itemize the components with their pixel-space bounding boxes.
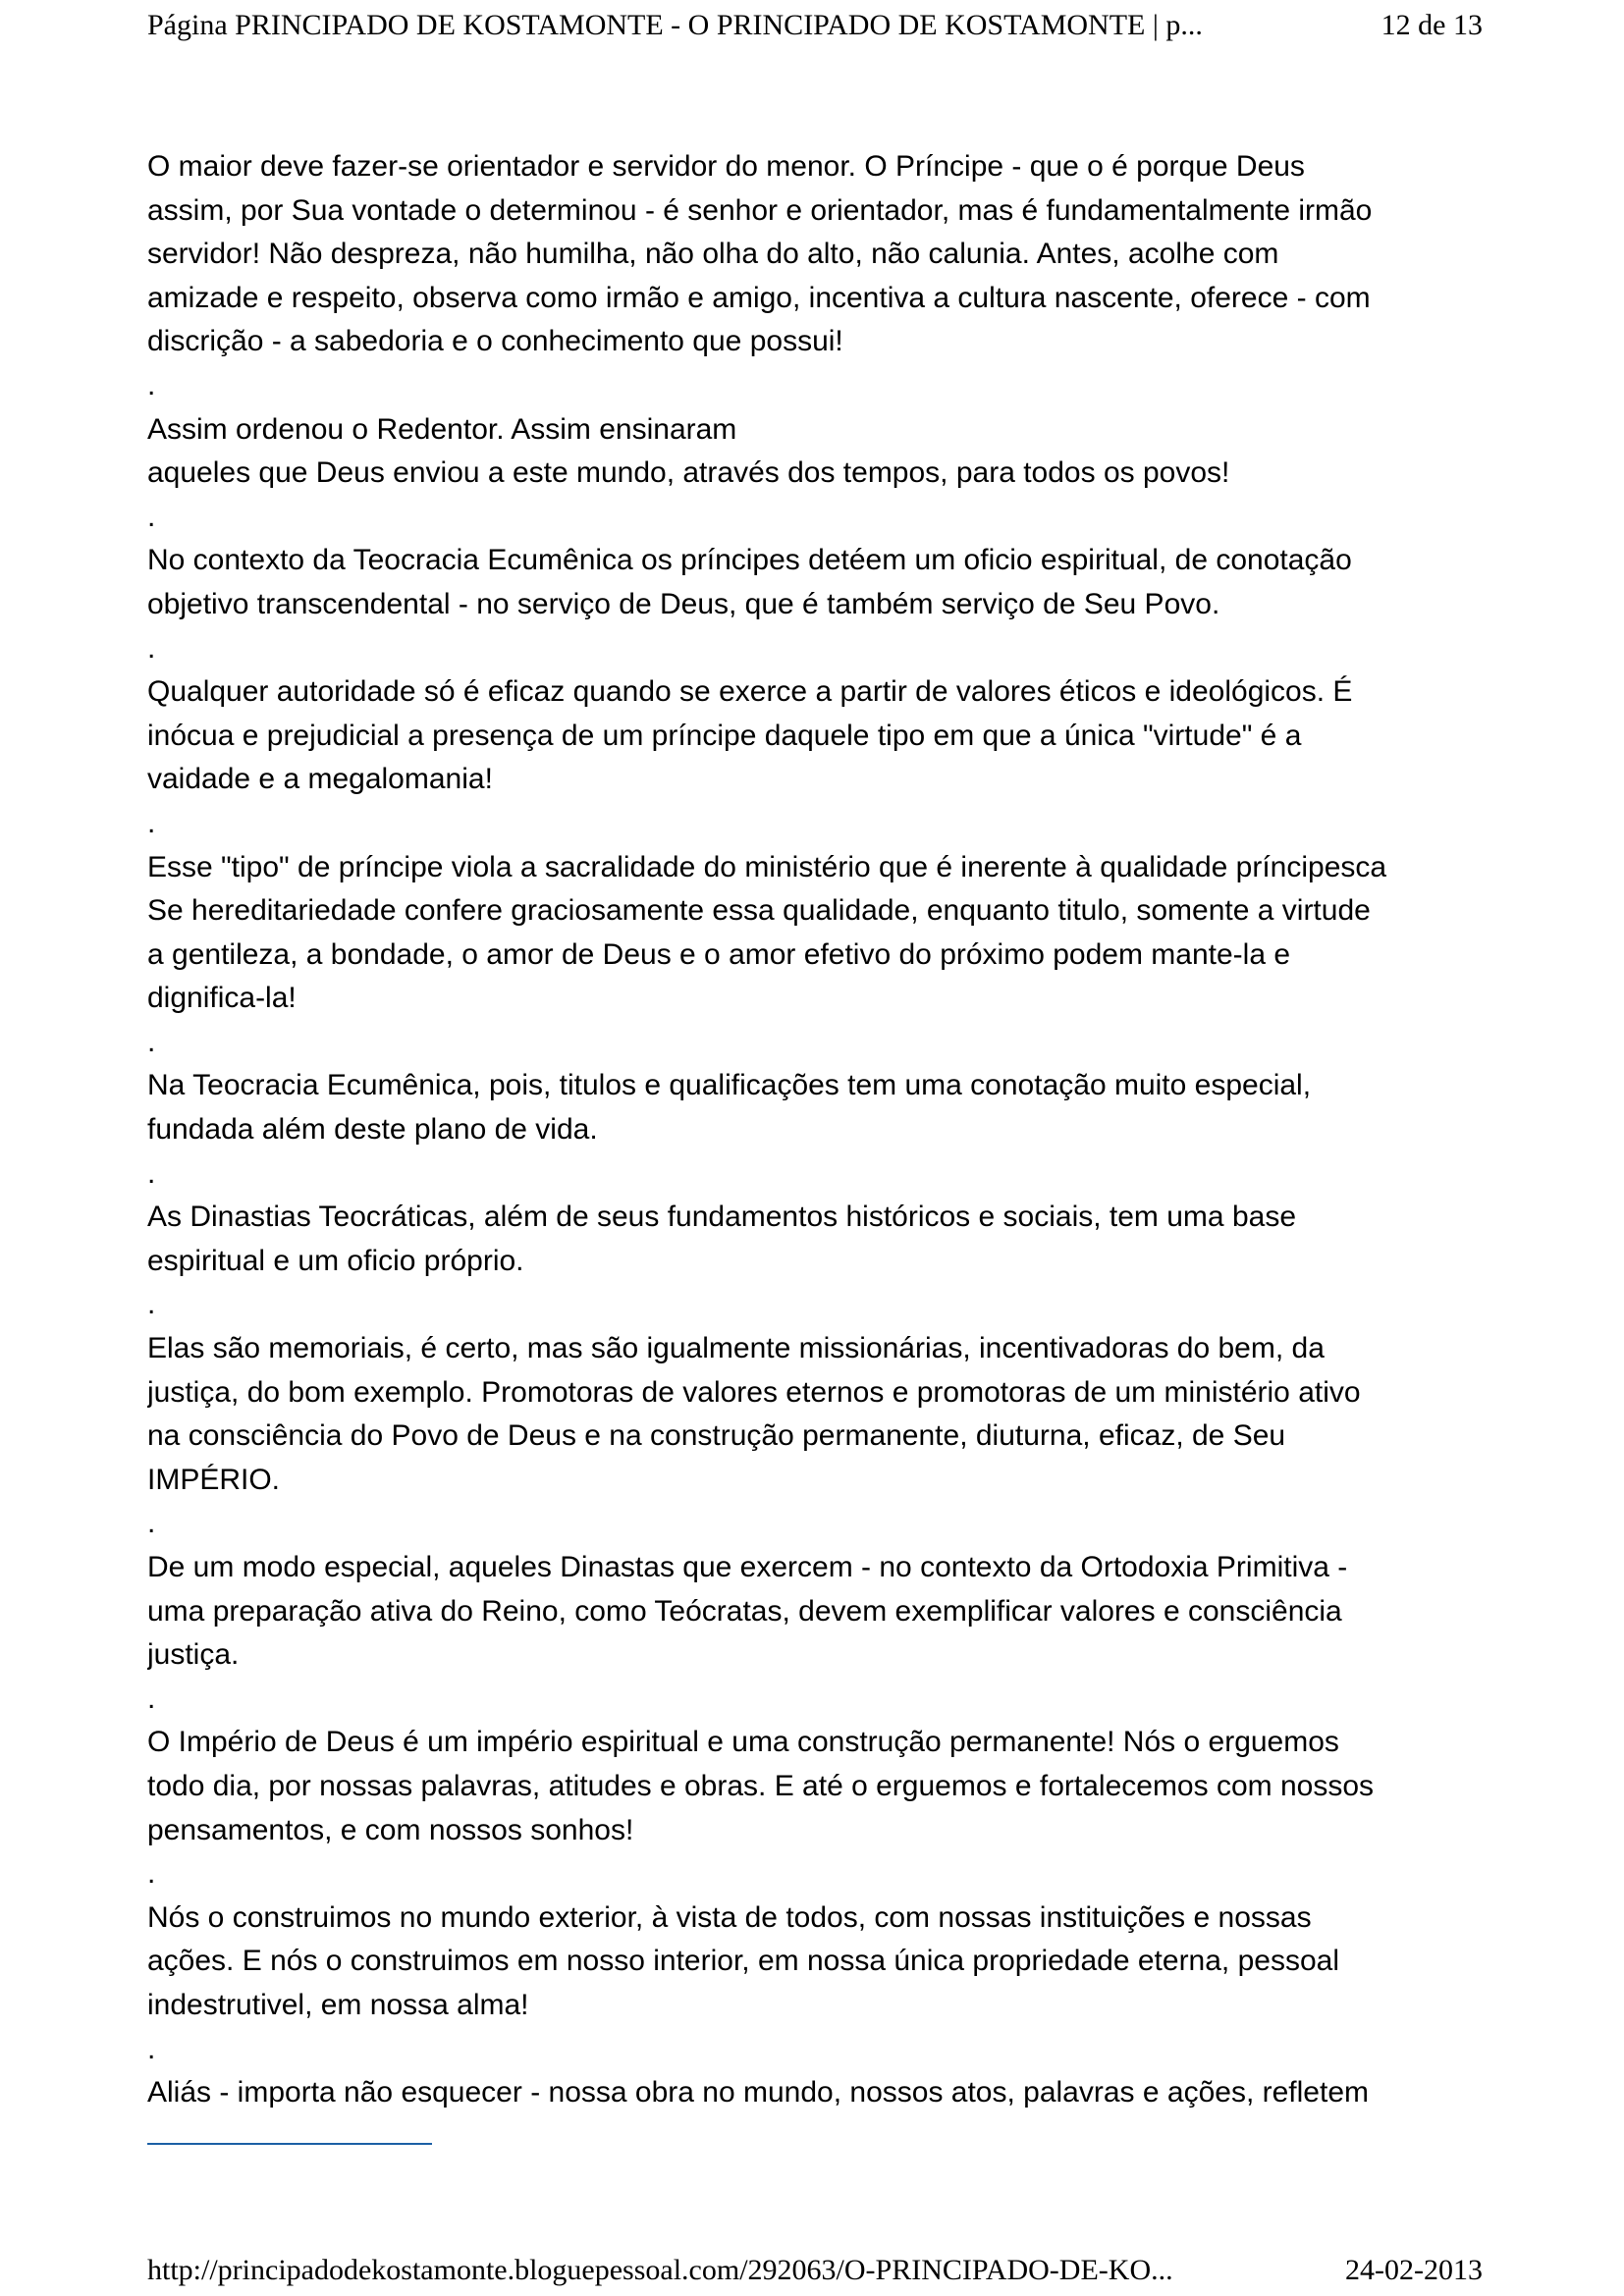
paragraph-separator: . (147, 2032, 156, 2065)
paragraph-separator: . (147, 1156, 156, 1190)
paragraph-separator: . (147, 1025, 156, 1058)
text-line: dignifica-la! (147, 982, 297, 1015)
text-line: No contexto da Teocracia Ecumênica os príncipes detéem um oficio espiritual, de conotação (147, 544, 1352, 577)
paragraph-separator: . (147, 500, 156, 533)
text-line: Se hereditariedade confere graciosamente essa qualidade, enquanto titulo, somente a virtude (147, 894, 1371, 928)
text-line: fundada além deste plano de vida. (147, 1113, 598, 1147)
text-line: servidor! Não despreza, não humilha, não olha do alto, não calunia. Antes, acolhe com (147, 238, 1279, 271)
page-number: 12 de 13 (1380, 9, 1483, 41)
text-line: ações. E nós o construimos em nosso interior, em nossa única propriedade eterna, pessoal (147, 1945, 1340, 1978)
paragraph-separator: . (147, 631, 156, 665)
text-line: As Dinastias Teocráticas, além de seus fundamentos históricos e sociais, tem uma base (147, 1201, 1296, 1234)
text-line: discrição - a sabedoria e o conhecimento que possui! (147, 325, 843, 358)
paragraph-separator: . (147, 1507, 156, 1540)
text-line: justiça, do bom exemplo. Promotoras de valores eternos e promotoras de um ministério ativo (147, 1375, 1361, 1409)
text-line: espiritual e um oficio próprio. (147, 1244, 524, 1277)
text-line: Esse "tipo" de príncipe viola a sacralidade do ministério que é inerente à qualidade príncipesca (147, 850, 1387, 883)
text-line: Nós o construimos no mundo exterior, à vista de todos, com nossas instituições e nossas (147, 1900, 1312, 1934)
text-line: na consciência do Povo de Deus e na construção permanente, diuturna, eficaz, de Seu (147, 1419, 1286, 1453)
text-line: O maior deve fazer-se orientador e servidor do menor. O Príncipe - que o é porque Deus (147, 150, 1305, 183)
page-title: Página PRINCIPADO DE KOSTAMONTE - O PRINCIPADO DE KOSTAMONTE | p... (147, 9, 1203, 41)
text-line: inócua e prejudicial a presença de um príncipe daquele tipo em que a única "virtude" é a (147, 719, 1302, 752)
article-body (147, 145, 1483, 2133)
print-date: 24-02-2013 (1345, 2254, 1483, 2286)
text-line: indestrutivel, em nossa alma! (147, 1988, 529, 2021)
text-line: amizade e respeito, observa como irmão e amigo, incentiva a cultura nascente, oferece - com (147, 281, 1371, 314)
text-line: uma preparação ativa do Reino, como Teócratas, devem exemplificar valores e consciência (147, 1594, 1342, 1628)
text-line: Qualquer autoridade só é eficaz quando se exerce a partir de valores éticos e ideológicos. É (147, 675, 1353, 709)
text-line: vaidade e a megalomania! (147, 763, 493, 796)
page-footer (147, 2249, 1483, 2292)
text-line: Assim ordenou o Redentor. Assim ensinaram (147, 412, 737, 446)
text-line: aqueles que Deus enviou a este mundo, através dos tempos, para todos os povos! (147, 456, 1230, 490)
text-line: Na Teocracia Ecumênica, pois, titulos e qualificações tem uma conotação muito especial, (147, 1069, 1312, 1102)
paragraph-separator: . (147, 1857, 156, 1891)
paragraph-separator: . (147, 1682, 156, 1715)
paragraph-separator: . (147, 1288, 156, 1321)
text-line: IMPÉRIO. (147, 1463, 281, 1496)
footer-divider (147, 2143, 432, 2145)
paragraph-separator: . (147, 806, 156, 839)
text-line: pensamentos, e com nossos sonhos! (147, 1813, 634, 1846)
article-text (147, 145, 1483, 2115)
text-line: a gentileza, a bondade, o amor de Deus e o amor efetivo do próximo podem mante-la e (147, 937, 1291, 971)
text-line: justiça. (147, 1638, 240, 1672)
text-line: Aliás - importa não esquecer - nossa obra no mundo, nossos atos, palavras e ações, refletem (147, 2076, 1369, 2109)
text-line: objetivo transcendental - no serviço de Deus, que é também serviço de Seu Povo. (147, 587, 1220, 620)
source-url[interactable]: http://principadodekostamonte.bloguepessoal.com/292063/O-PRINCIPADO-DE-KO... (147, 2254, 1173, 2286)
text-line: todo dia, por nossas palavras, atitudes e obras. E até o erguemos e fortalecemos com nossos (147, 1769, 1375, 1802)
text-line: O Império de Deus é um império espiritual e uma construção permanente! Nós o erguemos (147, 1726, 1339, 1759)
text-line: De um modo especial, aqueles Dinastas que exercem - no contexto da Ortodoxia Primitiva - (147, 1551, 1348, 1583)
page-header (147, 4, 1483, 47)
paragraph-separator: . (147, 368, 156, 401)
text-line: assim, por Sua vontade o determinou - é senhor e orientador, mas é fundamentalmente irmão (147, 193, 1373, 227)
text-line: Elas são memoriais, é certo, mas são igualmente missionárias, incentivadoras do bem, da (147, 1332, 1325, 1365)
